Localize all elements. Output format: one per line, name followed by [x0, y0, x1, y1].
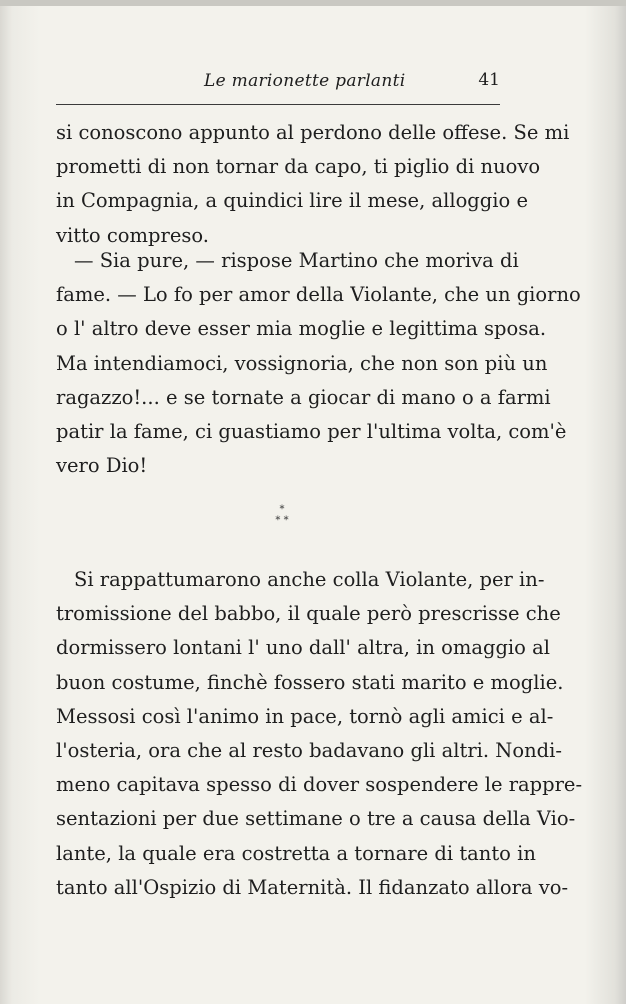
- header-rule: [56, 104, 500, 105]
- text-line: si conoscono appunto al perdono delle offese. Se mi: [56, 121, 570, 144]
- text-line: fame. — Lo fo per amor della Violante, che un giorno: [56, 283, 581, 307]
- text-line: — Sia pure, — rispose Martino che moriva di: [74, 249, 519, 272]
- page-top-edge: [0, 0, 626, 6]
- running-title: Le marionette parlanti: [204, 71, 406, 91]
- text-line: prometti di non tornar da capo, ti piglio di nuovo: [56, 155, 541, 179]
- text-line: vitto compreso.: [56, 223, 209, 247]
- text-line: Messosi così l'animo in pace, tornò agli amici e al-: [56, 704, 554, 728]
- text-line: tanto all'Ospizio di Maternità. Il fidanzato allora vo-: [56, 875, 569, 899]
- text-line: in Compagnia, a quindici lire il mese, alloggio e: [56, 189, 528, 213]
- paragraph-2: [56, 244, 581, 483]
- paragraph-1: [56, 116, 570, 253]
- text-line: Ma intendiamoci, vossignoria, che non son più un: [56, 351, 548, 375]
- text-line: dormissero lontani l' uno dall' altra, in omaggio al: [56, 636, 550, 660]
- text-line: Si rappattumarono anche colla Violante, per in-: [74, 568, 545, 591]
- text-line: vero Dio!: [56, 454, 148, 478]
- text-line: lante, la quale era costretta a tornare di tanto in: [56, 841, 536, 865]
- text-line: ragazzo!... e se tornate a giocar di mano o a farmi: [56, 385, 551, 409]
- text-line: l'osteria, ora che al resto badavano gli altri. Nondi-: [56, 739, 562, 763]
- page-number: 41: [478, 70, 500, 90]
- section-separator: [262, 504, 302, 526]
- text-line: meno capitava spesso di dover sospendere le rappre-: [56, 773, 583, 797]
- text-line: buon costume, finchè fossero stati marito e moglie.: [56, 670, 564, 694]
- running-head: [56, 64, 500, 94]
- text-line: patir la fame, ci guastiamo per l'ultima volta, com'è: [56, 420, 567, 444]
- paragraph-3: [56, 563, 583, 905]
- text-line: sentazioni per due settimane o tre a causa della Vio-: [56, 807, 576, 831]
- separator-bottom-asterisks: * *: [275, 515, 289, 526]
- text-line: o l' altro deve esser mia moglie e legittima sposa.: [56, 317, 547, 341]
- separator-top-asterisk: *: [279, 504, 285, 515]
- text-line: tromissione del babbo, il quale però prescrisse che: [56, 602, 561, 626]
